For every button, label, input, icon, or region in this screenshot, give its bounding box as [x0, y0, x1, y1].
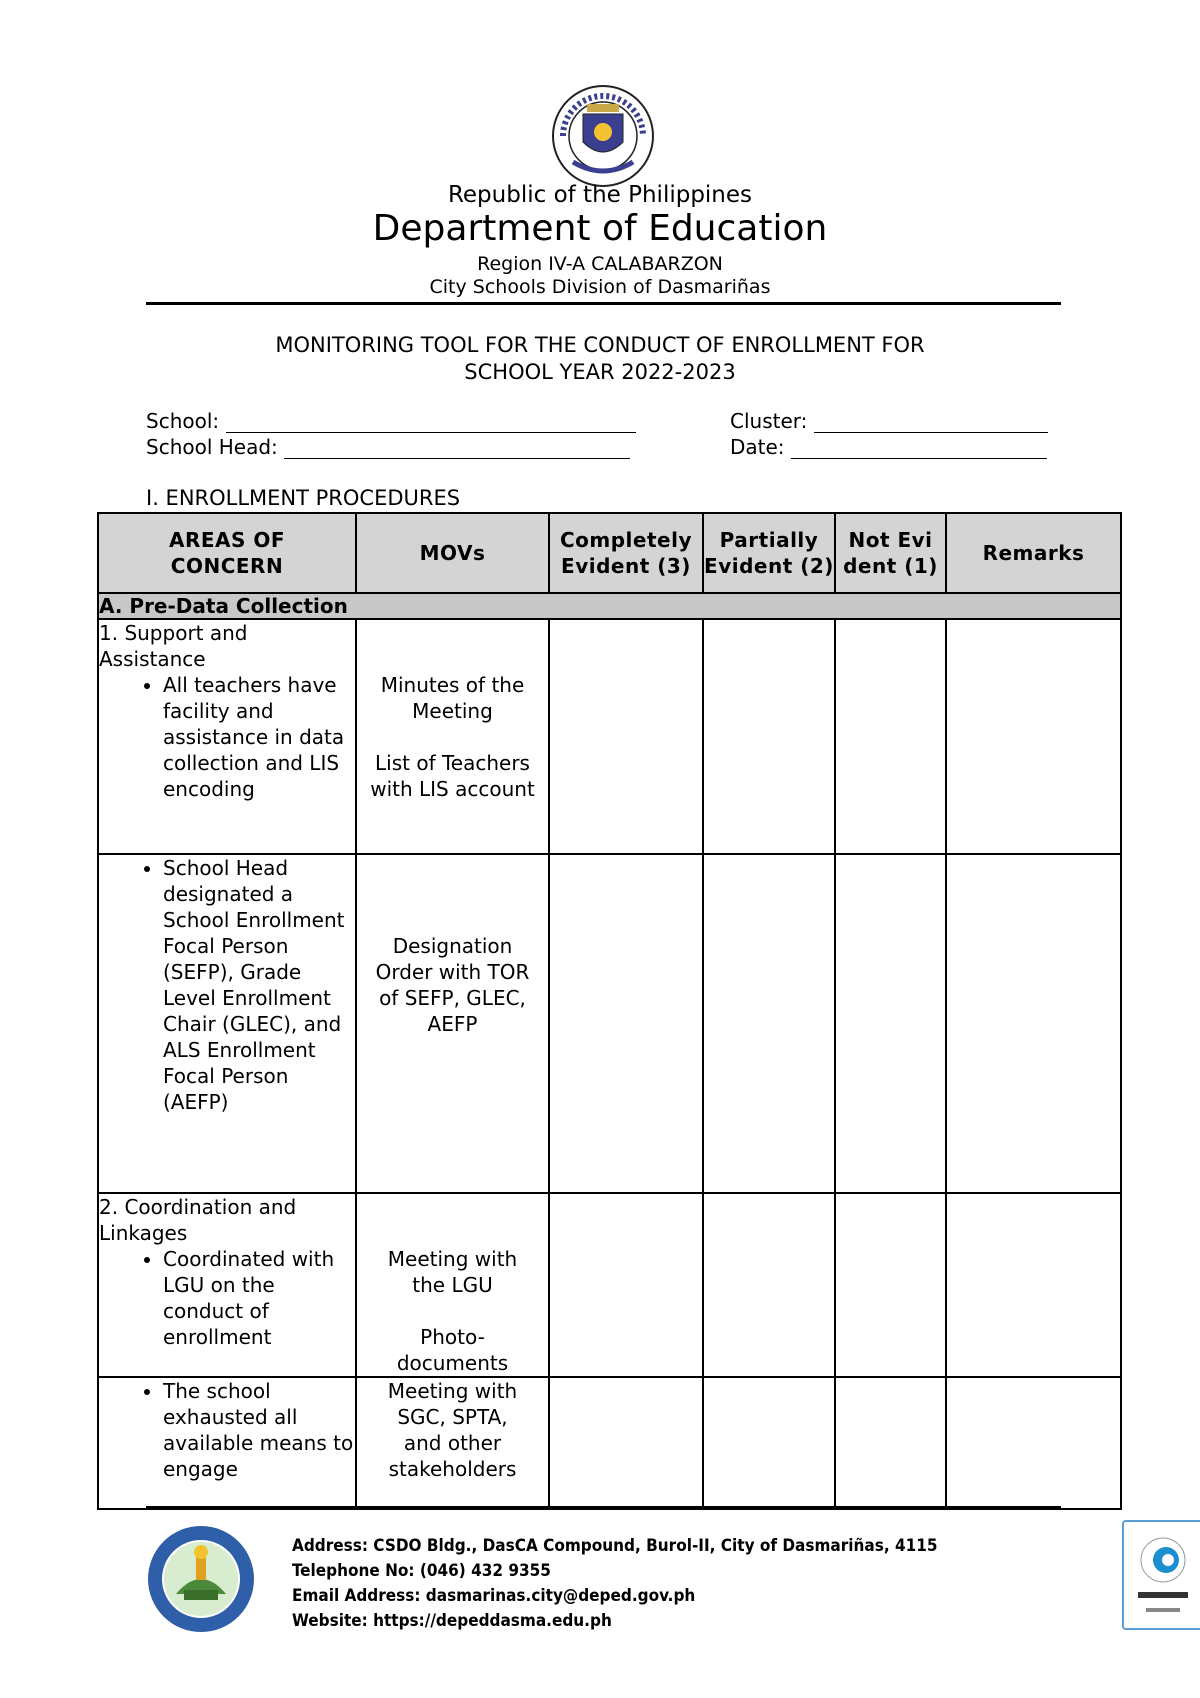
date-label: Date: — [730, 435, 785, 459]
form-title-line2: SCHOOL YEAR 2022-2023 — [464, 360, 736, 384]
form-title-line1: MONITORING TOOL FOR THE CONDUCT OF ENROLLMENT FOR — [275, 333, 925, 357]
header-not-evident: Not Evident (1) — [835, 513, 946, 593]
monitoring-table — [97, 512, 1122, 1510]
area-cell — [98, 854, 356, 1193]
completely-evident-cell[interactable] — [549, 619, 703, 854]
footer-telephone: Telephone No: (046) 432 9355 — [292, 1561, 551, 1581]
school-head-blank[interactable] — [284, 438, 630, 459]
partially-evident-cell[interactable] — [703, 1193, 835, 1377]
not-evident-cell[interactable] — [835, 1193, 946, 1377]
completely-evident-cell[interactable] — [549, 854, 703, 1193]
cluster-field[interactable] — [730, 409, 1048, 433]
header-divider — [146, 302, 1061, 305]
header-movs: MOVs — [356, 513, 549, 593]
movs-item: Designation Order with TOR of SEFP, GLEC, AEFP — [375, 934, 530, 1036]
section-title: I. ENROLLMENT PROCEDURES — [146, 486, 461, 510]
movs-cell — [356, 619, 549, 854]
area-cell — [98, 1193, 356, 1377]
area-cell — [98, 1377, 356, 1509]
table-row — [98, 619, 1121, 854]
footer-website[interactable]: Website: https://depeddasma.edu.ph — [292, 1611, 612, 1631]
table-row — [98, 1377, 1121, 1509]
completely-evident-cell[interactable] — [549, 1377, 703, 1509]
not-evident-cell[interactable] — [835, 619, 946, 854]
movs-item: Minutes of the Meeting — [380, 673, 525, 723]
area-bullet: • The school exhausted all available means to engage — [163, 1378, 355, 1482]
area-title: 1. Support and Assistance — [99, 621, 248, 671]
movs-cell — [356, 1377, 549, 1509]
table-row — [98, 854, 1121, 1193]
subhead-row — [98, 593, 1121, 619]
table-row — [98, 1193, 1121, 1377]
remarks-cell[interactable] — [946, 1377, 1121, 1509]
footer-email[interactable]: Email Address: dasmarinas.city@deped.gov.ph — [292, 1586, 696, 1606]
school-head-label: School Head: — [146, 435, 278, 459]
remarks-cell[interactable] — [946, 1193, 1121, 1377]
department-title: Department of Education — [372, 208, 828, 249]
movs-item: Photo-documents — [396, 1325, 509, 1375]
table-header-row — [98, 513, 1121, 593]
republic-text: Republic of the Philippines — [447, 182, 753, 208]
date-blank[interactable] — [791, 438, 1047, 459]
iso-certification-logo — [1124, 1522, 1200, 1628]
remarks-cell[interactable] — [946, 619, 1121, 854]
partially-evident-cell[interactable] — [703, 1377, 835, 1509]
area-title: 2. Coordination and Linkages — [99, 1195, 297, 1245]
subhead-pre-data: A. Pre-Data Collection — [98, 593, 1121, 619]
deped-seal-logo — [543, 84, 663, 188]
header-areas: AREAS OF CONCERN — [98, 513, 356, 593]
partially-evident-cell[interactable] — [703, 619, 835, 854]
area-bullet: • Coordinated with LGU on the conduct of enrollment — [163, 1246, 355, 1350]
region-text: Region IV-A CALABARZON — [477, 253, 723, 275]
iso-certification-badge — [1122, 1520, 1200, 1630]
date-field[interactable] — [730, 435, 1047, 459]
school-label: School: — [146, 409, 220, 433]
form-title — [0, 332, 1200, 386]
area-bullet: • All teachers have facility and assistance in data collection and LIS encoding — [163, 672, 355, 802]
not-evident-cell[interactable] — [835, 1377, 946, 1509]
header-partially: Partially Evident (2) — [703, 513, 835, 593]
header-completely: Completely Evident (3) — [549, 513, 703, 593]
footer-contact — [292, 1534, 938, 1634]
movs-cell — [356, 1193, 549, 1377]
division-text: City Schools Division of Dasmariñas — [429, 276, 771, 298]
footer-address: Address: CSDO Bldg., DasCA Compound, Burol-II, City of Dasmariñas, 4115 — [292, 1536, 938, 1556]
area-bullet: • School Head designated a School Enrollment Focal Person (SEFP), Grade Level Enrollment Chair (GLEC), and ALS Enrollment Focal Person (AEFP) — [163, 855, 355, 1115]
area-cell — [98, 619, 356, 854]
footer-divider — [146, 1506, 1061, 1509]
school-field[interactable] — [146, 409, 636, 433]
not-evident-cell[interactable] — [835, 854, 946, 1193]
cluster-blank[interactable] — [814, 412, 1048, 433]
school-blank[interactable] — [226, 412, 636, 433]
movs-cell — [356, 854, 549, 1193]
movs-item: Meeting with the LGU — [387, 1247, 518, 1297]
remarks-cell[interactable] — [946, 854, 1121, 1193]
school-head-field[interactable] — [146, 435, 630, 459]
partially-evident-cell[interactable] — [703, 854, 835, 1193]
movs-item: Meeting with SGC, SPTA, and other stakeholders — [387, 1379, 518, 1481]
completely-evident-cell[interactable] — [549, 1193, 703, 1377]
movs-item: List of Teachers with LIS account — [370, 751, 535, 801]
division-seal-logo — [146, 1524, 256, 1634]
cluster-label: Cluster: — [730, 409, 808, 433]
header-remarks: Remarks — [946, 513, 1121, 593]
